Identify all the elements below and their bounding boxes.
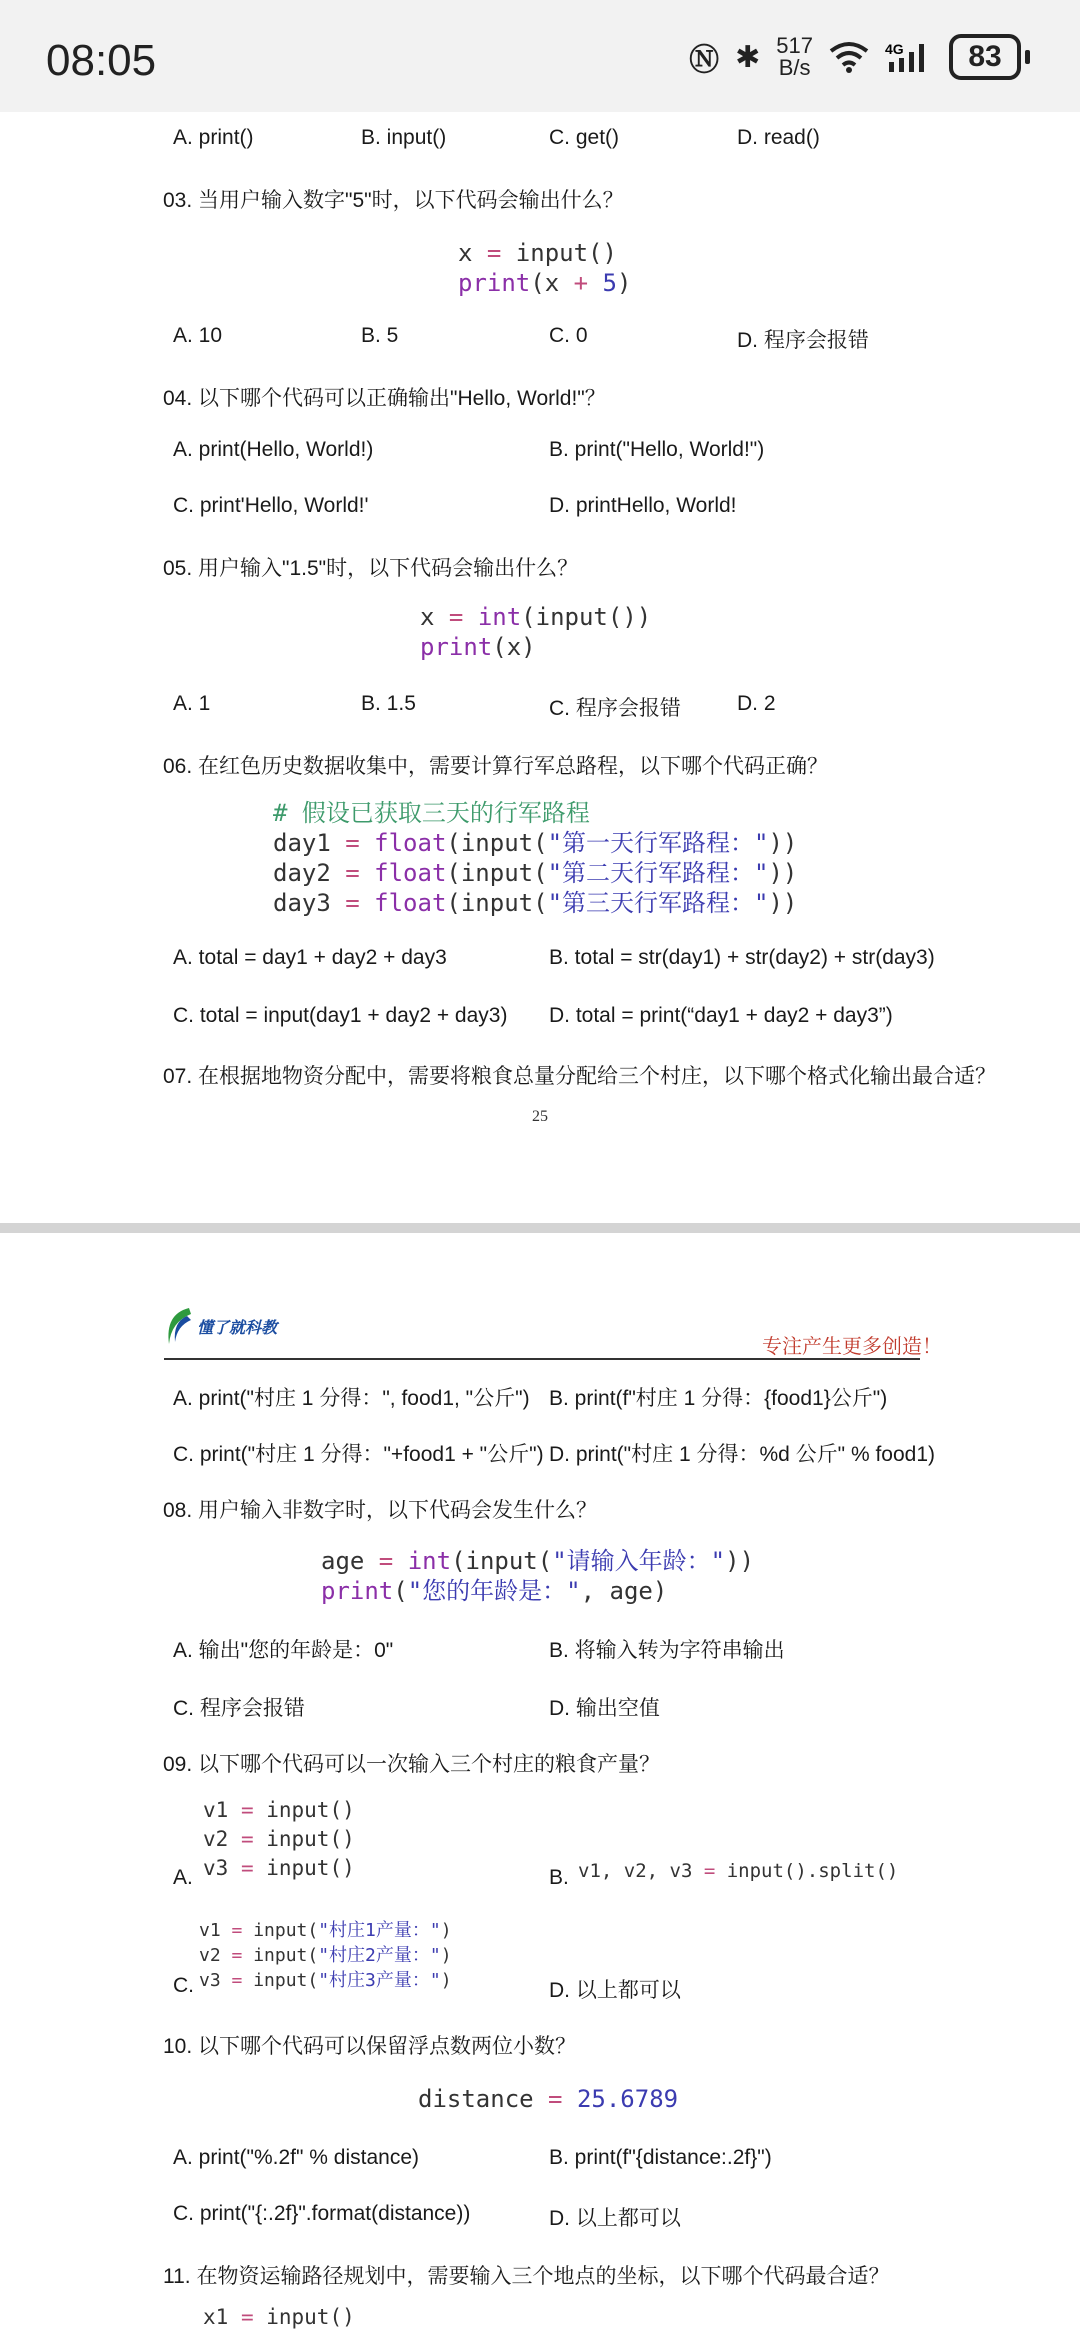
battery-indicator: 83	[949, 34, 1021, 80]
q03-option-d: D. 程序会报错	[737, 329, 869, 352]
header-rule	[164, 1358, 920, 1360]
q03-code: x = input() print(x + 5)	[458, 239, 632, 297]
q06-code: # 假设已获取三天的行军路程 day1 = float(input("第一天行军路程：")) day2 = float(input("第二天行军路程：")) day3 = float(input("第三天行军路程："))	[273, 799, 798, 917]
header-slogan: 专注产生更多创造！	[762, 1336, 942, 1358]
q07-option-d: D. print("村庄 1 分得：%d 公斤" % food1)	[549, 1443, 936, 1466]
q09-c-prompt-3: "村庄3产量："	[318, 1970, 441, 1991]
publisher-logo	[163, 1304, 277, 1348]
q08-code: age = int(input("请输入年龄：")) print("您的年龄是：", age)	[321, 1547, 755, 1605]
q10-option-b: B. print(f"{distance:.2f}")	[549, 2146, 772, 2169]
q09-option-c-code: v1 = input("村庄1产量：") v2 = input("村庄2产量：") v3 = input("村庄3产量：")	[199, 1920, 452, 1991]
q09-option-b-code: v1, v2, v3 = input().split()	[578, 1860, 899, 1882]
q06-option-d: D. total = print(“day1 + day2 + day3”)	[549, 1004, 893, 1027]
logo-swoosh-icon	[163, 1304, 193, 1348]
network-speed	[776, 35, 813, 79]
logo-text: 懂了就科教	[197, 1319, 278, 1337]
q06-option-a: A. total = day1 + day2 + day3	[173, 946, 447, 969]
q11-question: 11. 在物资运输路径规划中，需要输入三个地点的坐标，以下哪个代码最合适？	[163, 2265, 890, 2288]
status-icons	[689, 34, 1030, 80]
svg-text:4G: 4G	[885, 41, 904, 57]
q08-option-c: C. 程序会报错	[173, 1697, 305, 1720]
q07-question: 07. 在根据地物资分配中，需要将粮食总量分配给三个村庄，以下哪个格式化输出最合适？	[163, 1065, 997, 1088]
bluetooth-icon: ✱	[735, 40, 761, 74]
q06-prompt-2: "第二天行军路程："	[547, 859, 769, 887]
wifi-icon	[829, 41, 869, 73]
q08-question: 08. 用户输入非数字时，以下代码会发生什么？	[163, 1499, 598, 1522]
q04-option-b: B. print("Hello, World!")	[549, 438, 765, 461]
q09-c-prompt-1: "村庄1产量："	[318, 1920, 441, 1941]
q10-value: 25.6789	[576, 2085, 679, 2113]
q09-option-b-label: B.	[549, 1866, 569, 1889]
q05-option-d: D. 2	[737, 692, 776, 715]
q05-option-b: B. 1.5	[361, 692, 416, 715]
q10-option-c: C. print("{:.2f}".format(distance))	[173, 2202, 471, 2225]
q05-code: x = int(input()) print(x)	[420, 603, 652, 661]
q05-question: 05. 用户输入"1.5"时，以下代码会输出什么？	[163, 557, 579, 580]
q07-option-a: A. print("村庄 1 分得：", food1, "公斤")	[173, 1387, 530, 1410]
q09-option-a-label: A.	[173, 1866, 193, 1889]
q06-option-c: C. total = input(day1 + day2 + day3)	[173, 1004, 508, 1027]
q09-option-a-code: v1 = input() v2 = input() v3 = input()	[203, 1798, 355, 1880]
q03-option-b: B. 5	[361, 324, 399, 347]
q09-question: 09. 以下哪个代码可以一次输入三个村庄的粮食产量？	[163, 1753, 661, 1776]
q06-prompt-1: "第一天行军路程："	[547, 829, 769, 857]
q03-option-a: A. 10	[173, 324, 223, 347]
battery-tip-icon	[1025, 50, 1030, 64]
status-bar	[0, 0, 1080, 112]
q08-option-b: B. 将输入转为字符串输出	[549, 1639, 785, 1662]
q09-c-prompt-2: "村庄2产量："	[318, 1945, 441, 1966]
network-speed-value: 517	[776, 33, 813, 58]
q10-code: distance = 25.6789	[418, 2085, 679, 2113]
clock: 08:05	[46, 36, 157, 85]
page-separator	[0, 1223, 1080, 1233]
q06-question: 06. 在红色历史数据收集中，需要计算行军总路程，以下哪个代码正确？	[163, 755, 829, 778]
q02-option-b: B. input()	[361, 126, 447, 149]
q09-option-c-label: C.	[173, 1974, 194, 1997]
page-number: 25	[532, 1108, 548, 1125]
q10-option-d: D. 以上都可以	[549, 2207, 681, 2230]
q06-code-comment: # 假设已获取三天的行军路程	[273, 799, 590, 827]
q06-option-b: B. total = str(day1) + str(day2) + str(day3)	[549, 946, 935, 969]
q04-question: 04. 以下哪个代码可以正确输出"Hello, World!"？	[163, 387, 606, 410]
q04-option-d: D. printHello, World!	[549, 494, 737, 517]
q03-option-c: C. 0	[549, 324, 588, 347]
q10-question: 10. 以下哪个代码可以保留浮点数两位小数？	[163, 2035, 577, 2058]
q07-option-b: B. print(f"村庄 1 分得：{food1}公斤")	[549, 1387, 888, 1410]
q08-prompt-1: "请输入年龄："	[552, 1547, 726, 1575]
q04-option-c: C. print'Hello, World!'	[173, 494, 369, 517]
q08-option-d: D. 输出空值	[549, 1697, 660, 1720]
q08-prompt-2: "您的年龄是："	[407, 1577, 581, 1605]
q06-prompt-3: "第三天行军路程："	[547, 889, 769, 917]
q09-option-d: D. 以上都可以	[549, 1979, 681, 2002]
q05-option-c: C. 程序会报错	[549, 697, 681, 720]
network-speed-unit: B/s	[778, 55, 811, 80]
q03-question: 03. 当用户输入数字"5"时，以下代码会输出什么？	[163, 189, 624, 212]
q08-option-a: A. 输出"您的年龄是：0"	[173, 1639, 394, 1662]
q10-option-a: A. print("%.2f" % distance)	[173, 2146, 420, 2169]
q04-option-a: A. print(Hello, World!)	[173, 438, 374, 461]
q07-option-c: C. print("村庄 1 分得："+food1 + "公斤")	[173, 1443, 544, 1466]
nfc-icon: Ⓝ	[689, 44, 720, 77]
q02-option-c: C. get()	[549, 126, 620, 149]
q02-option-d: D. read()	[737, 126, 820, 149]
cellular-signal-icon	[885, 40, 933, 74]
q11-code-partial: x1 = input()	[203, 2305, 355, 2329]
q05-option-a: A. 1	[173, 692, 211, 715]
q02-option-a: A. print()	[173, 126, 254, 149]
